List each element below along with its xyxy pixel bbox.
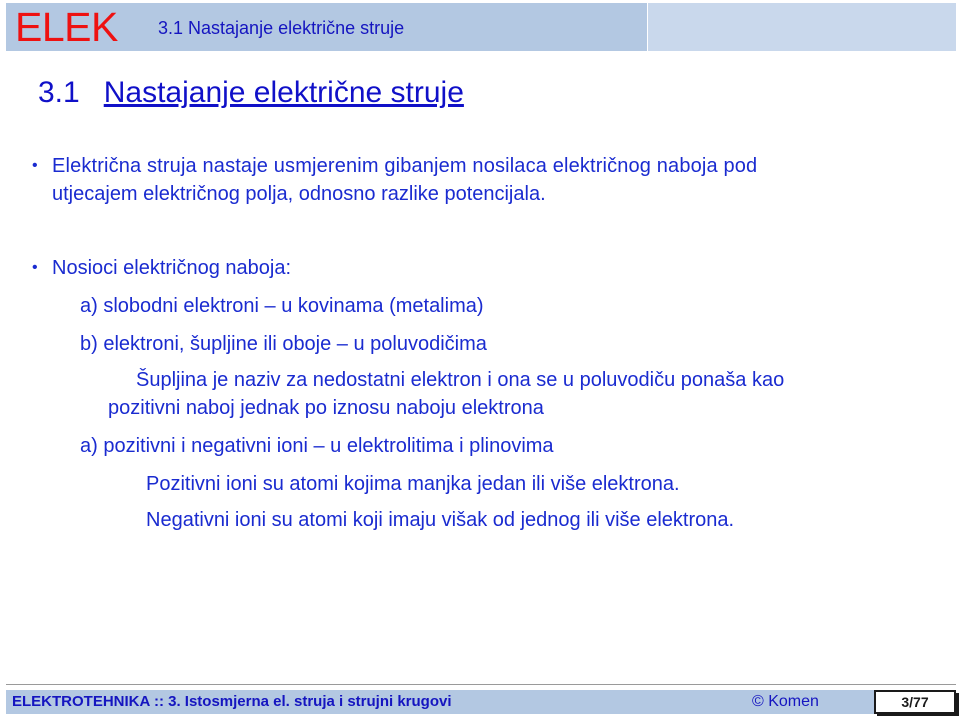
paragraph-line: Električna struja nastaje usmjerenim gibanjem nosilaca električnog naboja pod: [52, 155, 758, 177]
bullet-icon: •: [32, 157, 38, 174]
logo: ELEK: [15, 4, 118, 50]
footer-copyright: © Komen: [752, 693, 819, 710]
bullet-icon: •: [32, 259, 38, 276]
footer-divider: [6, 684, 956, 685]
header-bar-right: [648, 3, 956, 51]
paragraph-line: utjecajem električnog polja, odnosno razlike potencijala.: [52, 183, 546, 205]
slide-title: [38, 76, 464, 110]
slide-title-text: Nastajanje električne struje: [103, 76, 464, 109]
note-line: Negativni ioni su atomi koji imaju višak od jednog ili više elektrona.: [146, 509, 735, 531]
slide-title-number: 3.1: [38, 76, 80, 109]
list-heading: Nosioci električnog naboja:: [52, 257, 292, 279]
header-section-title: 3.1 Nastajanje električne struje: [158, 18, 405, 38]
note-line: Šupljina je naziv za nedostatni elektron i ona se u poluvodiču ponaša kao: [136, 369, 785, 391]
list-item: a) slobodni elektroni – u kovinama (metalima): [80, 295, 484, 317]
footer-course-title: ELEKTROTEHNIKA :: 3. Istosmjerna el. struja i strujni krugovi: [12, 693, 452, 710]
note-line: Pozitivni ioni su atomi kojima manjka jedan ili više elektrona.: [146, 473, 680, 495]
page-number: 3/77: [874, 690, 956, 714]
note-line: pozitivni naboj jednak po iznosu naboju elektrona: [108, 397, 544, 419]
list-item: b) elektroni, šupljine ili oboje – u poluvodičima: [80, 333, 487, 355]
list-item: a) pozitivni i negativni ioni – u elektrolitima i plinovima: [80, 435, 554, 457]
